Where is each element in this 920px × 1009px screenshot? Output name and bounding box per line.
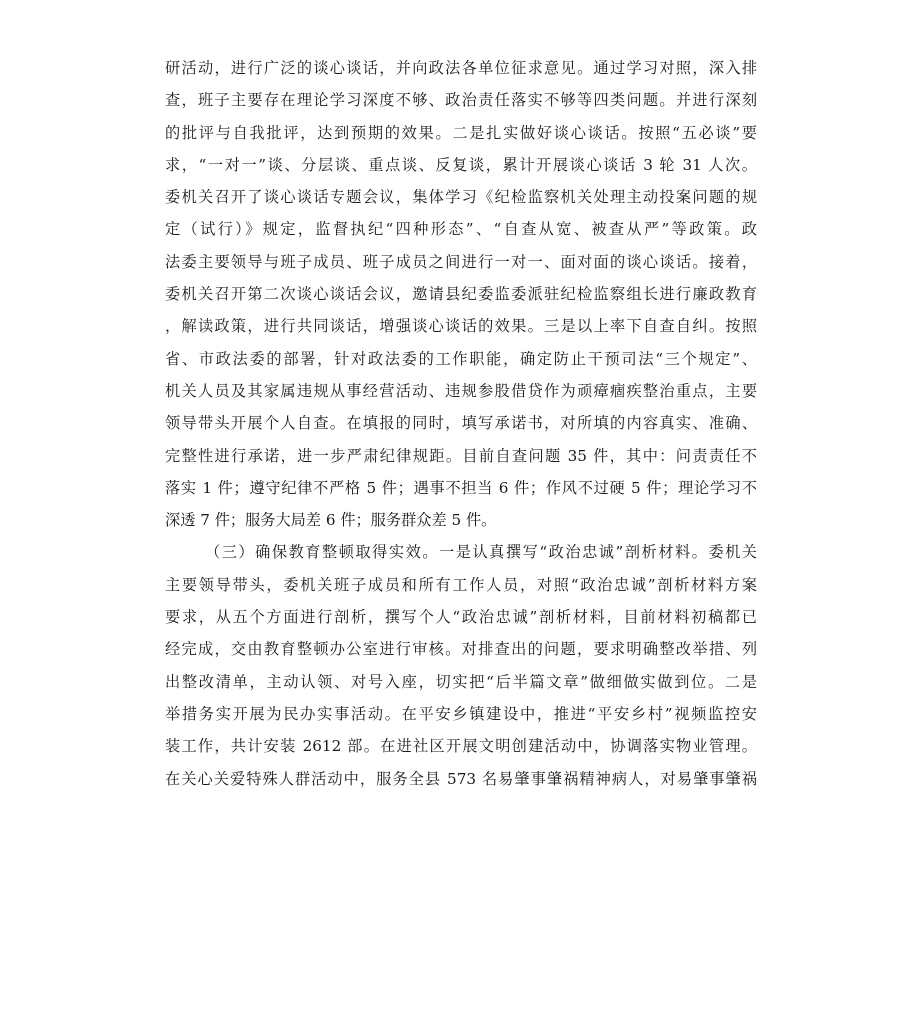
text-line: 的批评与自我批评，达到预期的效果。二是扎实做好谈心谈话。按照“五必谈”要	[165, 123, 757, 142]
text-line: 举措务实开展为民办实事活动。在平安乡镇建设中，推进“平安乡村”视频监控安	[165, 704, 757, 723]
text-line: 求，“一对一”谈、分层谈、重点谈、反复谈，累计开展谈心谈话 3 轮 31 人次。	[165, 155, 757, 174]
text-line: 省、市政法委的部署，针对政法委的工作职能，确定防止干预司法“三个规定”、	[165, 349, 757, 368]
text-line: ，解读政策，进行共同谈话，增强谈心谈话的效果。三是以上率下自查自纠。按照	[165, 317, 757, 336]
section-heading-line: （三）确保教育整顿取得实效。一是认真撰写“政治忠诚”剖析材料。委机关	[205, 543, 757, 562]
text-line: 查，班子主要存在理论学习深度不够、政治责任落实不够等四类问题。并进行深刻	[165, 91, 757, 110]
text-line: 委机关召开第二次谈心谈话会议，邀请县纪委监委派驻纪检监察组长进行廉政教育	[165, 285, 757, 304]
text-line: 法委主要领导与班子成员、班子成员之间进行一对一、面对面的谈心谈话。接着，	[165, 252, 757, 271]
text-line: 落实 1 件；遵守纪律不严格 5 件；遇事不担当 6 件；作风不过硬 5 件；理论学习不	[165, 478, 757, 497]
paragraph-end-line: 深透 7 件；服务大局差 6 件；服务群众差 5 件。	[165, 511, 497, 530]
text-line: 委机关召开了谈心谈话专题会议，集体学习《纪检监察机关处理主动投案问题的规	[165, 188, 757, 207]
text-line: 机关人员及其家属违规从事经营活动、违规参股借贷作为顽瘴痼疾整治重点，主要	[165, 381, 757, 400]
text-line: 定（试行）》规定，监督执纪“四种形态”、“自查从宽、被查从严”等政策。政	[165, 220, 757, 239]
text-line: 要求，从五个方面进行剖析，撰写个人“政治忠诚”剖析材料，目前材料初稿都已	[165, 608, 757, 627]
text-line: 出整改清单，主动认领、对号入座，切实把“后半篇文章”做细做实做到位。二是	[165, 672, 757, 691]
text-line: 完整性进行承诺，进一步严肃纪律规距。目前自查问题 35 件，其中：问责责任不	[165, 446, 757, 465]
document-body	[165, 52, 757, 795]
text-line: 研活动，进行广泛的谈心谈话，并向政法各单位征求意见。通过学习对照，深入排	[165, 59, 757, 77]
text-line: 在关心关爱特殊人群活动中，服务全县 573 名易肇事肇祸精神病人，对易肇事肇祸	[165, 769, 757, 788]
text-line: 装工作，共计安装 2612 部。在进社区开展文明创建活动中，协调落实物业管理。	[165, 737, 757, 756]
text-line: 经完成，交由教育整顿办公室进行审核。对排查出的问题，要求明确整改举措、列	[165, 640, 757, 659]
text-line: 领导带头开展个人自查。在填报的同时，填写承诺书，对所填的内容真实、准确、	[165, 414, 757, 433]
text-line: 主要领导带头，委机关班子成员和所有工作人员，对照“政治忠诚”剖析材料方案	[165, 575, 757, 594]
